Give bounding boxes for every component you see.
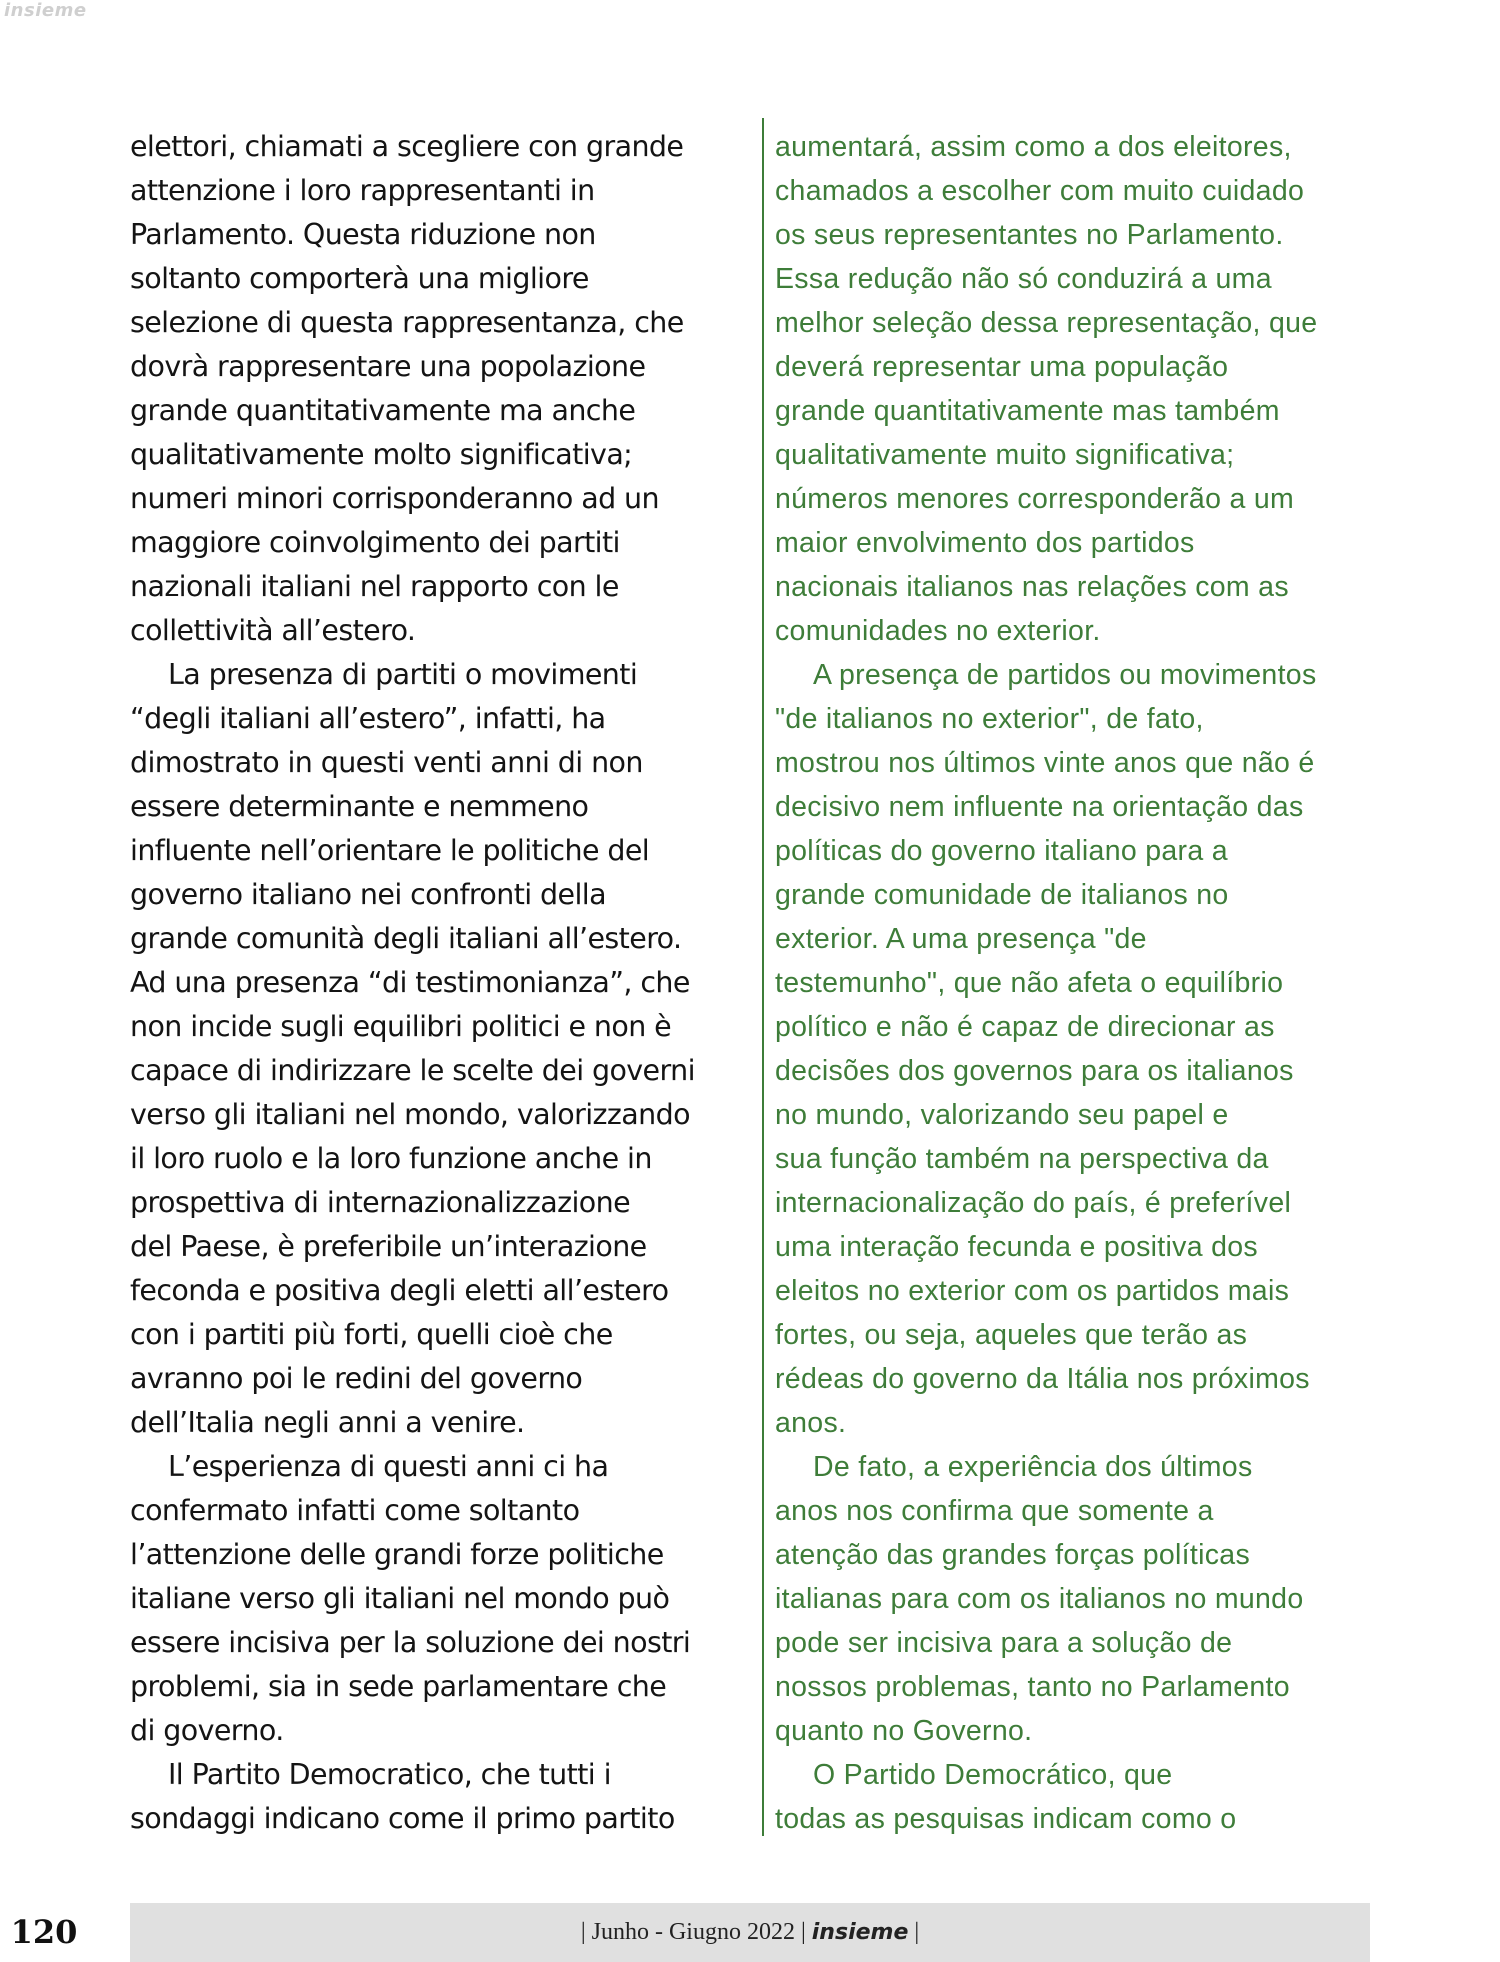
footer-bar (130, 1903, 1370, 1962)
text-line: prospettiva di internazionalizzazione (130, 1186, 631, 1219)
portuguese-column (775, 125, 1390, 1841)
text-line: maggiore coinvolgimento dei partiti (130, 526, 620, 559)
text-line: decisivo nem influente na orientação das (775, 791, 1304, 823)
text-line: “degli italiani all’estero”, infatti, ha (130, 702, 606, 735)
footer-issue-text: | Junho - Giugno 2022 | (580, 1919, 806, 1945)
text-line: pode ser incisiva para a solução de (775, 1627, 1233, 1659)
text-line: italianas para com os italianos no mundo (775, 1583, 1304, 1615)
text-line: A presença de partidos ou movimentos (813, 659, 1317, 691)
text-line: nacionais italianos nas relações com as (775, 571, 1289, 603)
text-line: político e não é capaz de direcionar as (775, 1011, 1275, 1043)
text-line: governo italiano nei confronti della (130, 878, 606, 911)
text-line: uma interação fecunda e positiva dos (775, 1231, 1258, 1263)
text-line: exterior. A uma presença "de (775, 923, 1147, 955)
text-line: essere incisiva per la soluzione dei nostri (130, 1626, 691, 1659)
text-line: dell’Italia negli anni a venire. (130, 1406, 525, 1439)
text-line: "de italianos no exterior", de fato, (775, 703, 1204, 735)
italian-column (130, 125, 730, 1841)
text-line: collettività all’estero. (130, 614, 416, 647)
text-line: grande quantitativamente mas também (775, 395, 1280, 427)
page-number: 120 (0, 1903, 88, 1962)
text-line: l’attenzione delle grandi forze politiche (130, 1538, 664, 1571)
text-line: il loro ruolo e la loro funzione anche in (130, 1142, 652, 1175)
text-line: Il Partito Democratico, che tutti i (168, 1758, 611, 1791)
text-line: eleitos no exterior com os partidos mais (775, 1275, 1290, 1307)
text-line: no mundo, valorizando seu papel e (775, 1099, 1229, 1131)
text-line: attenzione i loro rappresentanti in (130, 174, 595, 207)
text-line: atenção das grandes forças políticas (775, 1539, 1250, 1571)
text-line: verso gli italiani nel mondo, valorizzando (130, 1098, 690, 1131)
text-line: deverá representar uma população (775, 351, 1229, 383)
text-line: testemunho", que não afeta o equilíbrio (775, 967, 1284, 999)
text-line: qualitativamente molto significativa; (130, 438, 633, 471)
text-line: quanto no Governo. (775, 1715, 1033, 1747)
text-line: mostrou nos últimos vinte anos que não é (775, 747, 1315, 779)
text-line: Parlamento. Questa riduzione non (130, 218, 596, 251)
text-line: O Partido Democrático, que (813, 1759, 1173, 1791)
text-line: sua função também na perspectiva da (775, 1143, 1269, 1175)
text-line: internacionalização do país, é preferível (775, 1187, 1292, 1219)
text-line: di governo. (130, 1714, 284, 1747)
text-line: non incide sugli equilibri politici e non è (130, 1010, 672, 1043)
text-line: confermato infatti come soltanto (130, 1494, 580, 1527)
text-line: comunidades no exterior. (775, 615, 1101, 647)
text-line: fortes, ou seja, aqueles que terão as (775, 1319, 1248, 1351)
insieme-logo: insieme (4, 0, 87, 21)
text-line: os seus representantes no Parlamento. (775, 219, 1284, 251)
column-divider (762, 118, 764, 1836)
text-line: todas as pesquisas indicam como o (775, 1803, 1237, 1835)
text-line: feconda e positiva degli eletti all’estero (130, 1274, 669, 1307)
text-line: De fato, a experiência dos últimos (813, 1451, 1253, 1483)
text-line: dimostrato in questi venti anni di non (130, 746, 643, 779)
text-line: decisões dos governos para os italianos (775, 1055, 1294, 1087)
text-line: soltanto comporterà una migliore (130, 262, 589, 295)
text-line: selezione di questa rappresentanza, che (130, 306, 684, 339)
text-line: con i partiti più forti, quelli cioè che (130, 1318, 613, 1351)
text-line: dovrà rappresentare una popolazione (130, 350, 646, 383)
text-line: La presenza di partiti o movimenti (168, 658, 638, 691)
text-line: grande comunità degli italiani all’estero. (130, 922, 682, 955)
text-line: Essa redução não só conduzirá a uma (775, 263, 1272, 295)
footer-end-bar: | (914, 1919, 920, 1945)
text-line: anos. (775, 1407, 847, 1439)
text-line: italiane verso gli italiani nel mondo può (130, 1582, 670, 1615)
text-line: Ad una presenza “di testimonianza”, che (130, 966, 690, 999)
text-line: aumentará, assim como a dos eleitores, (775, 131, 1292, 163)
text-line: qualitativamente muito significativa; (775, 439, 1235, 471)
text-line: políticas do governo italiano para a (775, 835, 1228, 867)
text-line: grande quantitativamente ma anche (130, 394, 636, 427)
footer-issue-line (130, 1903, 1370, 1962)
text-line: maior envolvimento dos partidos (775, 527, 1195, 559)
text-line: melhor seleção dessa representação, que (775, 307, 1318, 339)
text-line: capace di indirizzare le scelte dei governi (130, 1054, 695, 1087)
text-line: elettori, chiamati a scegliere con grande (130, 130, 684, 163)
text-line: números menores corresponderão a um (775, 483, 1295, 515)
text-line: L’esperienza di questi anni ci ha (168, 1450, 609, 1483)
text-line: influente nell’orientare le politiche del (130, 834, 650, 867)
text-line: rédeas do governo da Itália nos próximos (775, 1363, 1310, 1395)
text-line: nazionali italiani nel rapporto con le (130, 570, 619, 603)
text-line: anos nos confirma que somente a (775, 1495, 1214, 1527)
footer-brand-logo: insieme (811, 1920, 909, 1945)
text-line: sondaggi indicano come il primo partito (130, 1802, 675, 1835)
text-line: nossos problemas, tanto no Parlamento (775, 1671, 1290, 1703)
text-line: problemi, sia in sede parlamentare che (130, 1670, 667, 1703)
text-line: grande comunidade de italianos no (775, 879, 1229, 911)
text-line: chamados a escolher com muito cuidado (775, 175, 1305, 207)
text-line: avranno poi le redini del governo (130, 1362, 583, 1395)
text-line: essere determinante e nemmeno (130, 790, 589, 823)
text-line: del Paese, è preferibile un’interazione (130, 1230, 647, 1263)
text-line: numeri minori corrisponderanno ad un (130, 482, 659, 515)
